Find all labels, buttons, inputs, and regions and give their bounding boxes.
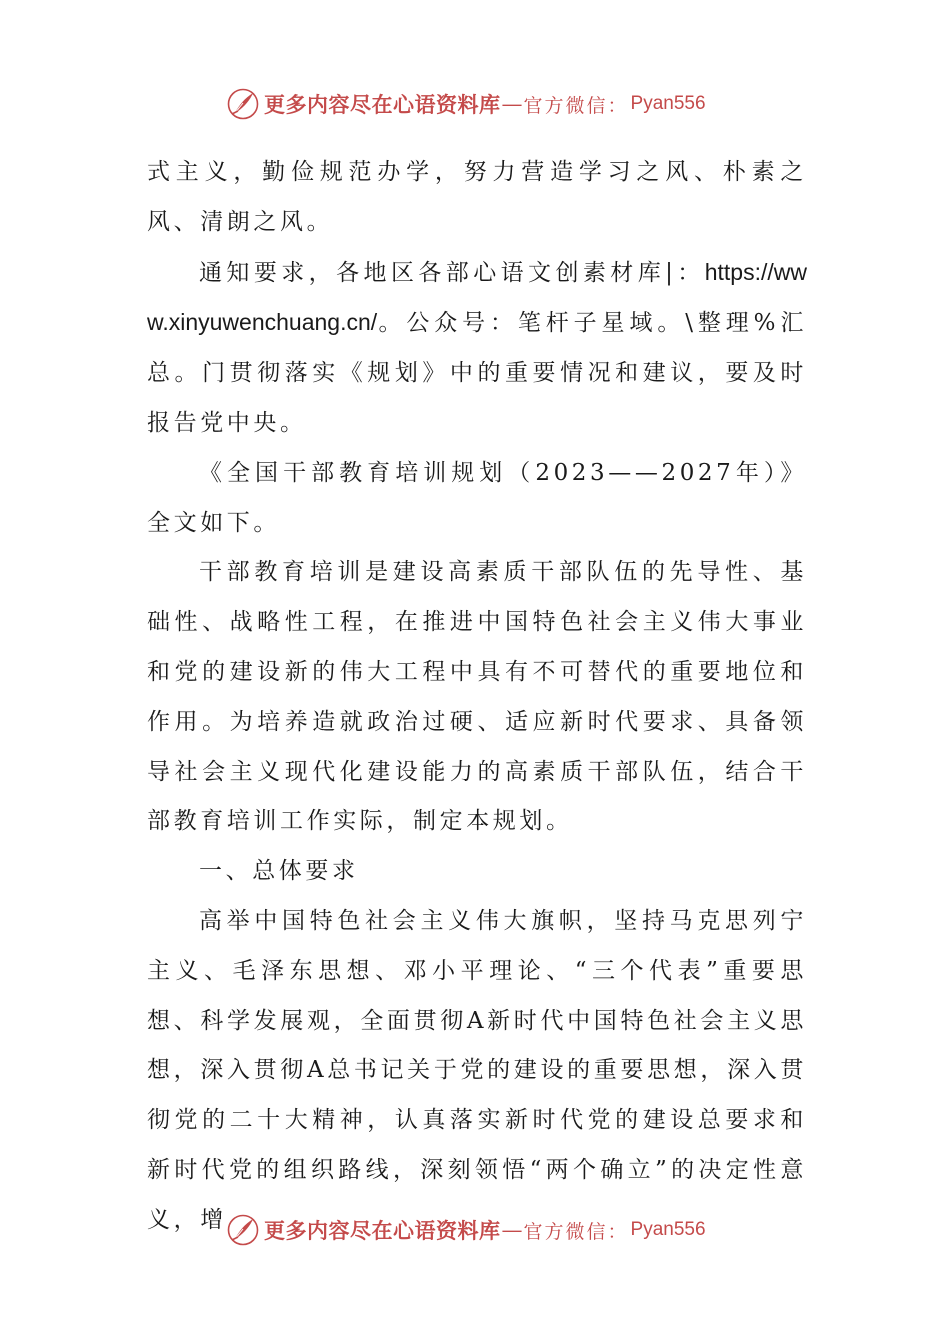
- header-banner: [226, 84, 746, 124]
- footer-banner: [226, 1210, 746, 1250]
- paragraph-tail: 。公众号：笔杆子星域。\整理%汇总。门贯彻落实《规划》中的重要情况和建议，要及时报告党中央。: [147, 310, 807, 436]
- source-url: https://www.xinyuwenchuang.cn/: [147, 258, 807, 336]
- banner-label: 官方微信：: [523, 1220, 629, 1243]
- paragraph: 高举中国特色社会主义伟大旗帜，坚持马克思列宁主义、毛泽东思想、邓小平理论、“三个代表”重要思想、科学发展观，全面贯彻A新时代中国特色社会主义思想，深入贯彻A总书记关于党的建设的重要思想，深入贯彻党的二十大精神，认真落实新时代党的建设总要求和新时代党的组织路线，深刻领悟“两个确立”的决定性意义，增: [147, 907, 807, 1233]
- body-text: [147, 148, 807, 1246]
- banner-title: 更多内容尽在心语资料库: [264, 92, 501, 117]
- paragraph: 干部教育培训是建设高素质干部队伍的先导性、基础性、战略性工程，在推进中国特色社会主义伟大事业和党的建设新的伟大工程中具有不可替代的重要地位和作用。为培养造就政治过硬、适应新时代要求、具备领导社会主义现代化建设能力的高素质干部队伍，结合干部教育培训工作实际，制定本规划。: [147, 559, 807, 835]
- quill-logo-icon: [226, 87, 260, 121]
- paragraph-lead: 通知要求，各地区各部心语文创素材库|：: [199, 259, 705, 286]
- banner-title: 更多内容尽在心语资料库: [264, 1218, 501, 1243]
- paragraph: [147, 248, 807, 449]
- paragraph: 《全国干部教育培训规划（2023——2027年）》全文如下。: [147, 459, 807, 536]
- section-heading: 一、总体要求: [199, 858, 359, 885]
- banner-separator: —: [501, 1218, 523, 1242]
- banner-wechat-id: Pyan556: [630, 1219, 706, 1240]
- quill-logo-icon: [226, 1213, 260, 1247]
- banner-wechat-id: Pyan556: [630, 93, 706, 114]
- paragraph: 式主义，勤俭规范办学，努力营造学习之风、朴素之风、清朗之风。: [147, 159, 807, 235]
- banner-separator: —: [501, 92, 523, 116]
- banner-label: 官方微信：: [523, 94, 629, 117]
